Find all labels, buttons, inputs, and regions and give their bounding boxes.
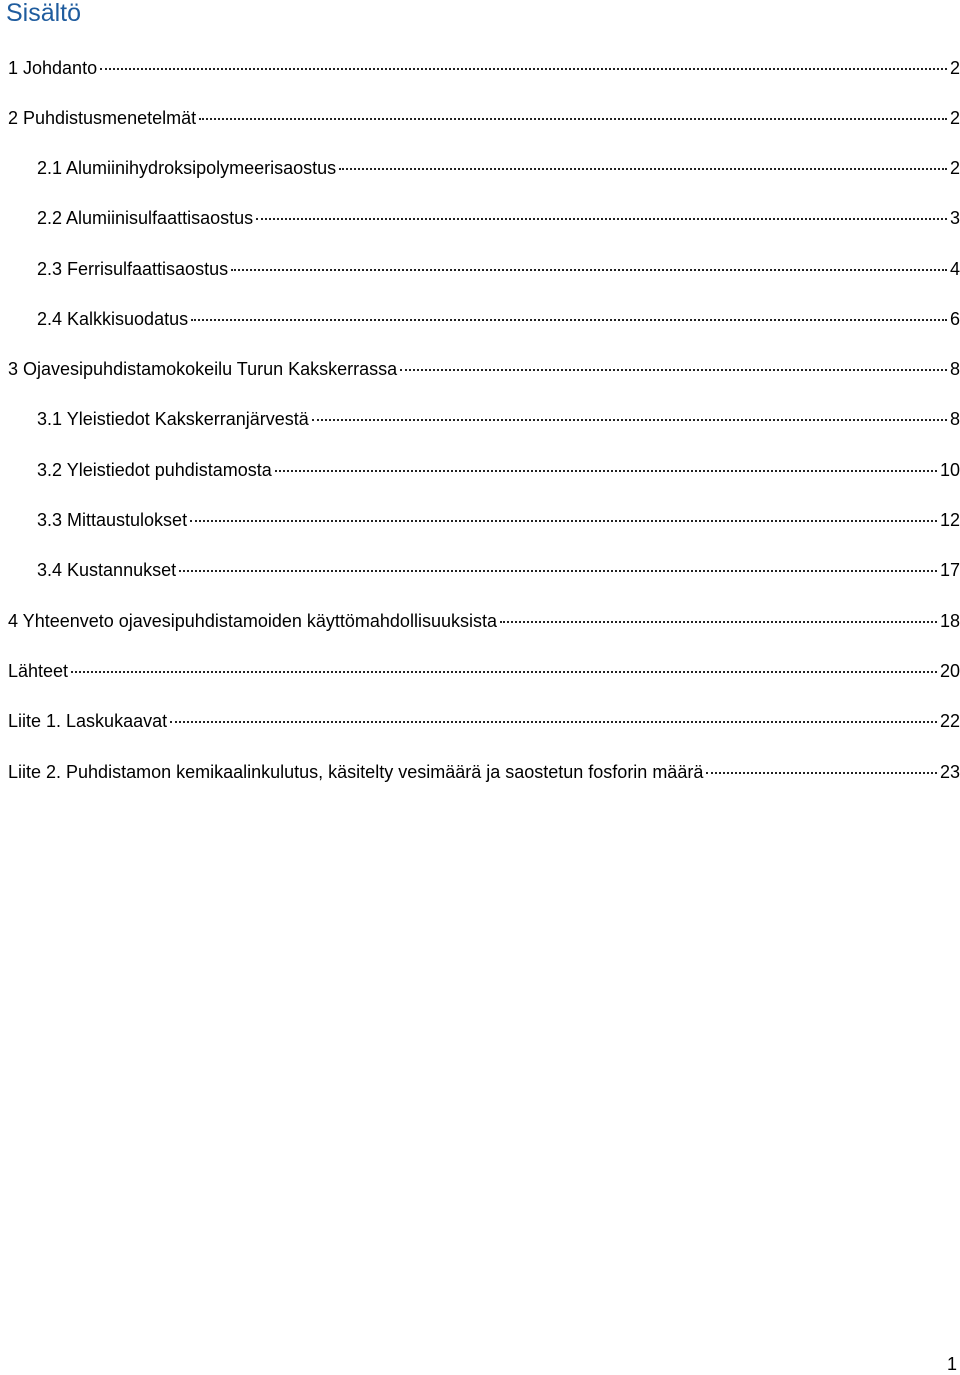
toc-entry-label: 3.1 Yleistiedot Kakskerranjärvestä bbox=[37, 409, 309, 429]
toc-entry-label: 2.1 Alumiinihydroksipolymeerisaostus bbox=[37, 158, 337, 178]
dot-leader bbox=[179, 570, 937, 572]
page-number: 1 bbox=[946, 1354, 957, 1374]
toc-entry-puhdistusmenetelmat[interactable] bbox=[0, 106, 960, 130]
toc-entry-page: 23 bbox=[939, 762, 960, 782]
toc-entry-liite-2[interactable] bbox=[0, 760, 960, 784]
dot-leader bbox=[231, 269, 947, 271]
dot-leader bbox=[100, 68, 947, 70]
toc-entry-liite-1[interactable] bbox=[0, 709, 960, 733]
toc-entry-page: 8 bbox=[949, 409, 960, 429]
dot-leader bbox=[199, 118, 947, 120]
dot-leader bbox=[191, 319, 947, 321]
toc-entry-label: 2.3 Ferrisulfaattisaostus bbox=[37, 259, 229, 279]
dot-leader bbox=[500, 621, 937, 623]
dot-leader bbox=[71, 671, 937, 673]
toc-entry-label: 3 Ojavesipuhdistamokokeilu Turun Kakskerrassa bbox=[8, 359, 398, 379]
toc-entry-page: 10 bbox=[939, 460, 960, 480]
dot-leader bbox=[706, 772, 937, 774]
dot-leader bbox=[400, 369, 947, 371]
toc-entry-page: 3 bbox=[949, 208, 960, 228]
toc-entry-label: 3.2 Yleistiedot puhdistamosta bbox=[37, 460, 272, 480]
toc-entry-page: 2 bbox=[949, 58, 960, 78]
toc-entry-2-4[interactable] bbox=[0, 307, 960, 331]
toc-entry-label: 3.4 Kustannukset bbox=[37, 560, 177, 580]
toc-entry-label: 4 Yhteenveto ojavesipuhdistamoiden käyttömahdollisuuksista bbox=[8, 611, 497, 631]
toc-entry-label: 2.2 Alumiinisulfaattisaostus bbox=[37, 208, 254, 228]
toc-entry-page: 20 bbox=[939, 661, 960, 681]
toc-entry-page: 8 bbox=[949, 359, 960, 379]
toc-entry-2-2[interactable] bbox=[0, 206, 960, 230]
toc-entry-page: 6 bbox=[949, 309, 960, 329]
dot-leader bbox=[256, 218, 947, 220]
toc-entry-lahteet[interactable] bbox=[0, 659, 960, 683]
toc-entry-label: Liite 1. Laskukaavat bbox=[8, 711, 168, 731]
toc-entry-johdanto[interactable] bbox=[0, 56, 960, 80]
toc-entry-page: 12 bbox=[939, 510, 960, 530]
toc-entry-page: 18 bbox=[939, 611, 960, 631]
dot-leader bbox=[339, 168, 947, 170]
toc-entry-label: 3.3 Mittaustulokset bbox=[37, 510, 188, 530]
dot-leader bbox=[275, 470, 937, 472]
toc-entry-2-1[interactable] bbox=[0, 156, 960, 180]
toc-entry-label: 2 Puhdistusmenetelmät bbox=[8, 108, 197, 128]
dot-leader bbox=[170, 721, 937, 723]
toc-entry-page: 2 bbox=[949, 108, 960, 128]
toc-entry-3-2[interactable] bbox=[0, 458, 960, 482]
toc-entry-yhteenveto[interactable] bbox=[0, 609, 960, 633]
toc-entry-label: Liite 2. Puhdistamon kemikaalinkulutus, käsitelty vesimäärä ja saostetun fosforin määrä bbox=[8, 762, 704, 782]
toc-entry-3-1[interactable] bbox=[0, 407, 960, 431]
toc-entry-label: 1 Johdanto bbox=[8, 58, 98, 78]
toc-entry-page: 22 bbox=[939, 711, 960, 731]
toc-entry-3-3[interactable] bbox=[0, 508, 960, 532]
toc-entry-2-3[interactable] bbox=[0, 257, 960, 281]
toc-entry-page: 2 bbox=[949, 158, 960, 178]
dot-leader bbox=[312, 419, 947, 421]
toc-entry-3-4[interactable] bbox=[0, 558, 960, 582]
toc-entry-page: 17 bbox=[939, 560, 960, 580]
toc-entry-label: Lähteet bbox=[8, 661, 69, 681]
toc-entry-ojavesipuhdistamokokeilu[interactable] bbox=[0, 357, 960, 381]
toc-title: Sisältö bbox=[6, 0, 82, 27]
dot-leader bbox=[190, 520, 937, 522]
toc-entry-label: 2.4 Kalkkisuodatus bbox=[37, 309, 189, 329]
toc-entry-page: 4 bbox=[949, 259, 960, 279]
